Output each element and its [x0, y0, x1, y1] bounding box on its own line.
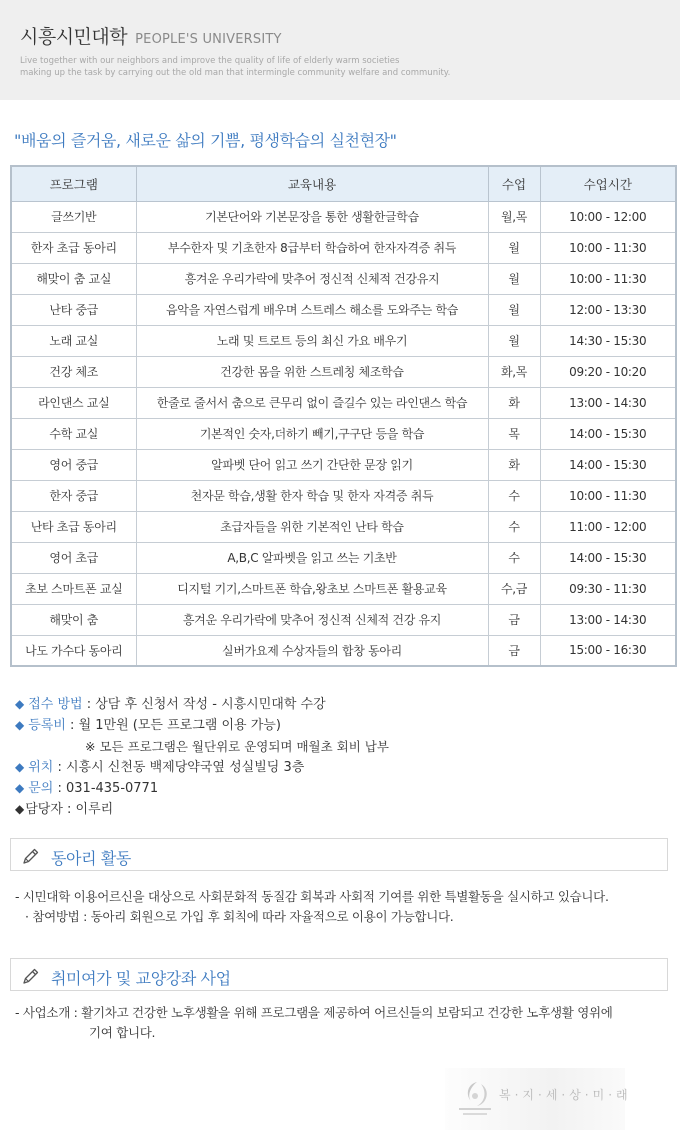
- table-row: [11, 542, 676, 573]
- section-club-title: 동아리 활동: [51, 849, 131, 868]
- content-cell: 알파벳 단어 읽고 쓰기 간단한 문장 읽기: [136, 449, 488, 480]
- pencil-icon: [21, 846, 41, 866]
- info-manager-text: 담당자 : 이루리: [25, 802, 114, 817]
- footer-brand: 복·지·세·상·미·래: [499, 1088, 632, 1102]
- day-cell: 금: [488, 604, 540, 635]
- table-row: [11, 387, 676, 418]
- table-row: [11, 232, 676, 263]
- table-row: [11, 635, 676, 666]
- program-cell: 난타 초급 동아리: [11, 511, 136, 542]
- hobby-description-cont: 기여 합니다.: [89, 1025, 156, 1040]
- content-cell: 흥겨운 우리가락에 맞추어 정신적 신체적 건강 유지: [136, 604, 488, 635]
- site-header: [0, 0, 680, 100]
- time-cell: 09:20 - 10:20: [540, 356, 676, 387]
- time-cell: 10:00 - 12:00: [540, 201, 676, 232]
- time-cell: 13:00 - 14:30: [540, 387, 676, 418]
- table-row: [11, 511, 676, 542]
- content-cell: 건강한 몸을 위한 스트레칭 체조학습: [136, 356, 488, 387]
- tagline-line-2: making up the task by carrying out the old man that intermingle community welfare and community.: [20, 68, 451, 78]
- day-cell: 금: [488, 635, 540, 666]
- info-fee-key: 등록비: [28, 718, 66, 733]
- program-cell: 영어 중급: [11, 449, 136, 480]
- table-row: [11, 201, 676, 232]
- program-cell: 난타 중급: [11, 294, 136, 325]
- content-cell: 실버가요제 수상자들의 합창 동아리: [136, 635, 488, 666]
- program-cell: 노래 교실: [11, 325, 136, 356]
- column-header-day: 수업: [488, 166, 540, 201]
- program-cell: 나도 가수다 동아리: [11, 635, 136, 666]
- section-club-body: [15, 887, 609, 927]
- program-schedule: [10, 165, 675, 667]
- schedule-table: [10, 165, 677, 667]
- pencil-icon: [21, 966, 41, 986]
- time-cell: 10:00 - 11:30: [540, 232, 676, 263]
- info-location-value: : 시흥시 신천동 백제당약국옆 성실빌딩 3층: [53, 760, 305, 775]
- content-cell: A,B,C 알파벳을 읽고 쓰는 기초반: [136, 542, 488, 573]
- day-cell: 월: [488, 232, 540, 263]
- time-cell: 12:00 - 13:30: [540, 294, 676, 325]
- program-cell: 라인댄스 교실: [11, 387, 136, 418]
- section-club-header: [10, 838, 668, 871]
- program-cell: 영어 초급: [11, 542, 136, 573]
- table-row: [11, 418, 676, 449]
- section-hobby-body: [15, 1003, 613, 1043]
- info-apply: [15, 694, 389, 715]
- content-cell: 한줄로 줄서서 춤으로 큰무리 없이 즐길수 있는 라인댄스 학습: [136, 387, 488, 418]
- day-cell: 월: [488, 263, 540, 294]
- program-cell: 글쓰기반: [11, 201, 136, 232]
- day-cell: 목: [488, 418, 540, 449]
- diamond-bullet-icon: ◆: [15, 697, 25, 711]
- diamond-bullet-icon: ◆: [15, 781, 25, 795]
- time-cell: 14:00 - 15:30: [540, 542, 676, 573]
- content-cell: 초급자들을 위한 기본적인 난타 학습: [136, 511, 488, 542]
- info-block: [15, 694, 389, 820]
- time-cell: 11:00 - 12:00: [540, 511, 676, 542]
- program-cell: 해맞이 춤: [11, 604, 136, 635]
- club-description: - 시민대학 이용어르신을 대상으로 사회문화적 동질감 회복과 사회적 기여를 위한 특별활동을 실시하고 있습니다.: [15, 889, 609, 904]
- info-apply-value: : 상담 후 신청서 작성 - 시흥시민대학 수강: [82, 697, 326, 712]
- info-fee: [15, 715, 389, 736]
- site-title-row: [20, 22, 282, 49]
- site-tagline: [20, 55, 450, 79]
- content-cell: 흥겨운 우리가락에 맞추어 정신적 신체적 건강유지: [136, 263, 488, 294]
- table-row: [11, 263, 676, 294]
- day-cell: 월: [488, 325, 540, 356]
- info-fee-note: ※ 모든 프로그램은 월단위로 운영되며 매월초 회비 납부: [85, 739, 389, 754]
- info-manager: [15, 799, 389, 820]
- program-cell: 한자 초급 동아리: [11, 232, 136, 263]
- content-cell: 기본적인 숫자,더하기 빼기,구구단 등을 학습: [136, 418, 488, 449]
- content-cell: 천자문 학습,생활 한자 학습 및 한자 자격증 취득: [136, 480, 488, 511]
- day-cell: 수,금: [488, 573, 540, 604]
- time-cell: 15:00 - 16:30: [540, 635, 676, 666]
- info-fee-value: : 월 1만원 (모든 프로그램 이용 가능): [65, 718, 281, 733]
- club-participation: · 참여방법 : 동아리 회원으로 가입 후 회칙에 따라 자율적으로 이용이 가능합니다.: [25, 909, 454, 924]
- table-row: [11, 449, 676, 480]
- diamond-bullet-icon: ◆: [15, 718, 25, 732]
- column-header-content: 교육내용: [136, 166, 488, 201]
- slogan-heading: "배움의 즐거움, 새로운 삶의 기쁨, 평생학습의 실천현장": [14, 131, 397, 150]
- content-cell: 음악을 자연스럽게 배우며 스트레스 해소를 도와주는 학습: [136, 294, 488, 325]
- content-cell: 디지털 기기,스마트폰 학습,왕초보 스마트폰 활용교육: [136, 573, 488, 604]
- program-cell: 수학 교실: [11, 418, 136, 449]
- program-cell: 해맞이 춤 교실: [11, 263, 136, 294]
- info-location: [15, 757, 389, 778]
- day-cell: 화,목: [488, 356, 540, 387]
- info-location-key: 위치: [28, 760, 54, 775]
- section-hobby-header: [10, 958, 668, 991]
- footer-logo: [445, 1068, 632, 1130]
- time-cell: 14:00 - 15:30: [540, 449, 676, 480]
- column-header-time: 수업시간: [540, 166, 676, 201]
- table-row: [11, 325, 676, 356]
- day-cell: 화: [488, 387, 540, 418]
- table-header-row: [11, 166, 676, 201]
- content-cell: 노래 및 트로트 등의 최신 가요 배우기: [136, 325, 488, 356]
- time-cell: 10:00 - 11:30: [540, 263, 676, 294]
- tagline-line-1: Live together with our neighbors and improve the quality of life of elderly warm societies: [20, 56, 400, 66]
- time-cell: 09:30 - 11:30: [540, 573, 676, 604]
- content-cell: 부수한자 및 기초한자 8급부터 학습하여 한자자격증 취득: [136, 232, 488, 263]
- program-cell: 건강 체조: [11, 356, 136, 387]
- section-hobby-title: 취미여가 및 교양강좌 사업: [51, 969, 231, 988]
- table-row: [11, 294, 676, 325]
- welfare-world-logo-icon: [455, 1076, 495, 1120]
- time-cell: 14:30 - 15:30: [540, 325, 676, 356]
- table-row: [11, 356, 676, 387]
- table-row: [11, 480, 676, 511]
- info-contact-key: 문의: [28, 781, 54, 796]
- table-row: [11, 573, 676, 604]
- time-cell: 13:00 - 14:30: [540, 604, 676, 635]
- day-cell: 월: [488, 294, 540, 325]
- diamond-bullet-icon: ◆: [15, 760, 25, 774]
- hobby-description: - 사업소개 : 활기차고 건강한 노후생활을 위해 프로그램을 제공하여 어르신들의 보람되고 건강한 노후생활 영위에: [15, 1005, 613, 1020]
- table-row: [11, 604, 676, 635]
- day-cell: 화: [488, 449, 540, 480]
- program-cell: 초보 스마트폰 교실: [11, 573, 136, 604]
- schedule-body: [11, 201, 676, 666]
- info-contact: [15, 778, 389, 799]
- site-title-english: PEOPLE'S UNIVERSITY: [135, 32, 282, 47]
- site-title: 시흥시민대학: [20, 26, 128, 48]
- time-cell: 10:00 - 11:30: [540, 480, 676, 511]
- time-cell: 14:00 - 15:30: [540, 418, 676, 449]
- day-cell: 수: [488, 542, 540, 573]
- column-header-program: 프로그램: [11, 166, 136, 201]
- day-cell: 수: [488, 480, 540, 511]
- info-contact-value: : 031-435-0771: [53, 781, 159, 796]
- info-apply-key: 접수 방법: [28, 697, 83, 712]
- day-cell: 수: [488, 511, 540, 542]
- content-cell: 기본단어와 기본문장을 통한 생활한글학습: [136, 201, 488, 232]
- day-cell: 월,목: [488, 201, 540, 232]
- diamond-bullet-icon: ◆: [15, 802, 25, 816]
- program-cell: 한자 중급: [11, 480, 136, 511]
